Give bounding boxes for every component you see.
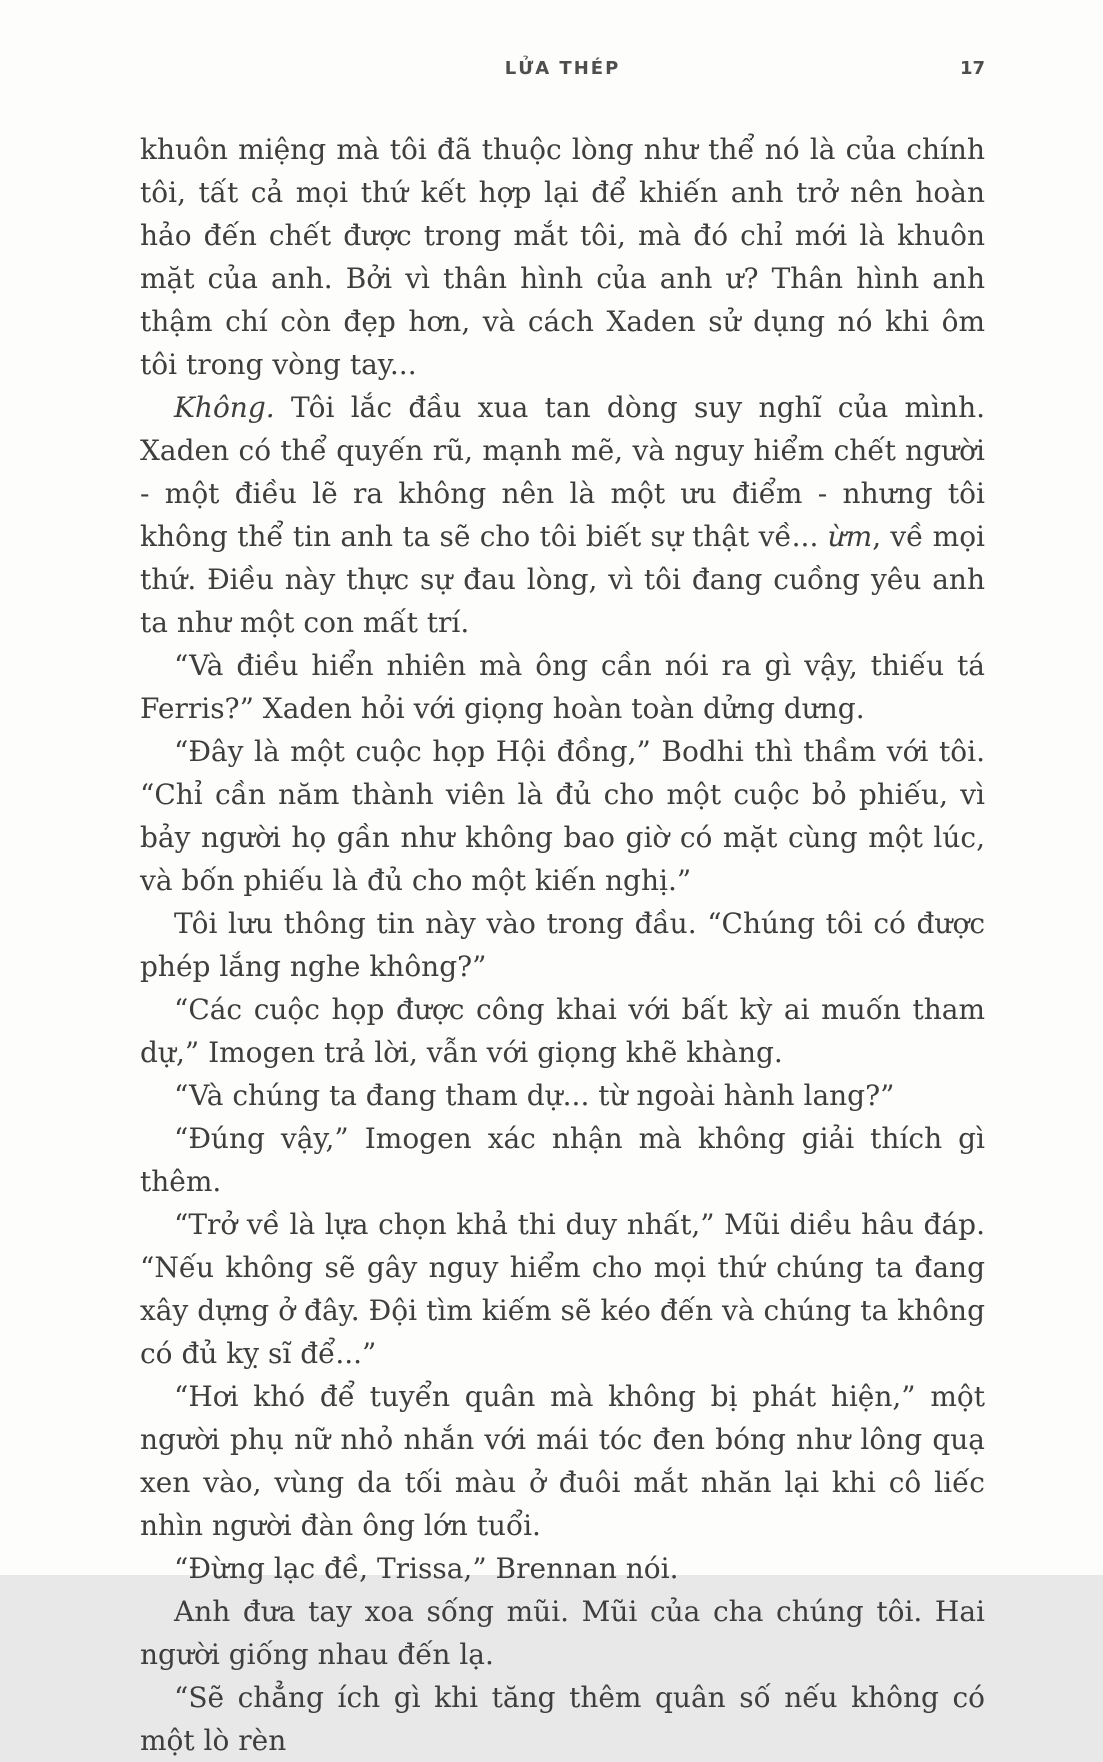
text-run: “Đây là một cuộc họp Hội đồng,” Bodhi thì thầm với tôi. “Chỉ cần năm thành viên là đủ cho một cuộc bỏ phiếu, vì bảy người họ gần như không bao giờ có mặt cùng một lúc, và bốn phiếu là đủ cho một kiến nghị.” xyxy=(140,735,985,897)
paragraph xyxy=(140,1375,985,1547)
body-text xyxy=(140,128,985,1762)
paragraph xyxy=(140,902,985,988)
text-run: Tôi lắc đầu xua tan dòng suy nghĩ của mình. Xaden có thể quyến rũ, mạnh mẽ, và nguy hiểm chết người - một điều lẽ ra không nên là một ưu điểm - nhưng tôi không thể tin anh ta sẽ cho tôi biết sự thật về... xyxy=(140,391,985,553)
page-header xyxy=(140,58,985,84)
page-number: 17 xyxy=(959,58,985,79)
paragraph xyxy=(140,1676,985,1762)
italic-text-run: ừm xyxy=(827,520,873,553)
text-run: Tôi lưu thông tin này vào trong đầu. “Chúng tôi có được phép lắng nghe không?” xyxy=(140,907,985,983)
running-title: LỬA THÉP xyxy=(504,58,621,79)
text-run: , về mọi thứ. Điều này thực sự đau lòng, vì tôi đang cuồng yêu anh ta như một con mất trí. xyxy=(140,520,986,639)
text-run: “Sẽ chẳng ích gì khi tăng thêm quân số nếu không có một lò rèn xyxy=(140,1681,985,1757)
paragraph xyxy=(140,1590,985,1676)
paragraph xyxy=(140,386,985,644)
text-run: “Và điều hiển nhiên mà ông cần nói ra gì vậy, thiếu tá Ferris?” Xaden hỏi với giọng hoàn toàn dửng dưng. xyxy=(140,649,985,725)
paragraph xyxy=(140,644,985,730)
text-run: “Đừng lạc đề, Trissa,” Brennan nói. xyxy=(174,1552,679,1585)
paragraph xyxy=(140,988,985,1074)
paragraph xyxy=(140,1203,985,1375)
paragraph xyxy=(140,1117,985,1203)
text-run: “Hơi khó để tuyển quân mà không bị phát hiện,” một người phụ nữ nhỏ nhắn với mái tóc đen bóng như lông quạ xen vào, vùng da tối màu ở đuôi mắt nhăn lại khi cô liếc nhìn người đàn ông lớn tuổi. xyxy=(140,1380,985,1542)
text-run: “Đúng vậy,” Imogen xác nhận mà không giải thích gì thêm. xyxy=(140,1122,985,1198)
text-run: khuôn miệng mà tôi đã thuộc lòng như thể nó là của chính tôi, tất cả mọi thứ kết hợp lại để khiến anh trở nên hoàn hảo đến chết được trong mắt tôi, mà đó chỉ mới là khuôn mặt của anh. Bởi vì thân hình của anh ư? Thân hình anh thậm chí còn đẹp hơn, và cách Xaden sử dụng nó khi ôm tôi trong vòng tay... xyxy=(140,133,985,381)
italic-text-run: Không. xyxy=(174,391,275,424)
paragraph xyxy=(140,128,985,386)
text-run: “Và chúng ta đang tham dự... từ ngoài hành lang?” xyxy=(174,1079,895,1112)
paragraph xyxy=(140,1074,985,1117)
text-run: “Các cuộc họp được công khai với bất kỳ ai muốn tham dự,” Imogen trả lời, vẫn với giọng khẽ khàng. xyxy=(140,993,985,1069)
paragraph xyxy=(140,730,985,902)
text-run: Anh đưa tay xoa sống mũi. Mũi của cha chúng tôi. Hai người giống nhau đến lạ. xyxy=(140,1595,985,1671)
text-run: “Trở về là lựa chọn khả thi duy nhất,” Mũi diều hâu đáp. “Nếu không sẽ gây nguy hiểm cho mọi thứ chúng ta đang xây dựng ở đây. Đội tìm kiếm sẽ kéo đến và chúng ta không có đủ kỵ sĩ để...” xyxy=(140,1208,985,1370)
paragraph xyxy=(140,1547,985,1590)
